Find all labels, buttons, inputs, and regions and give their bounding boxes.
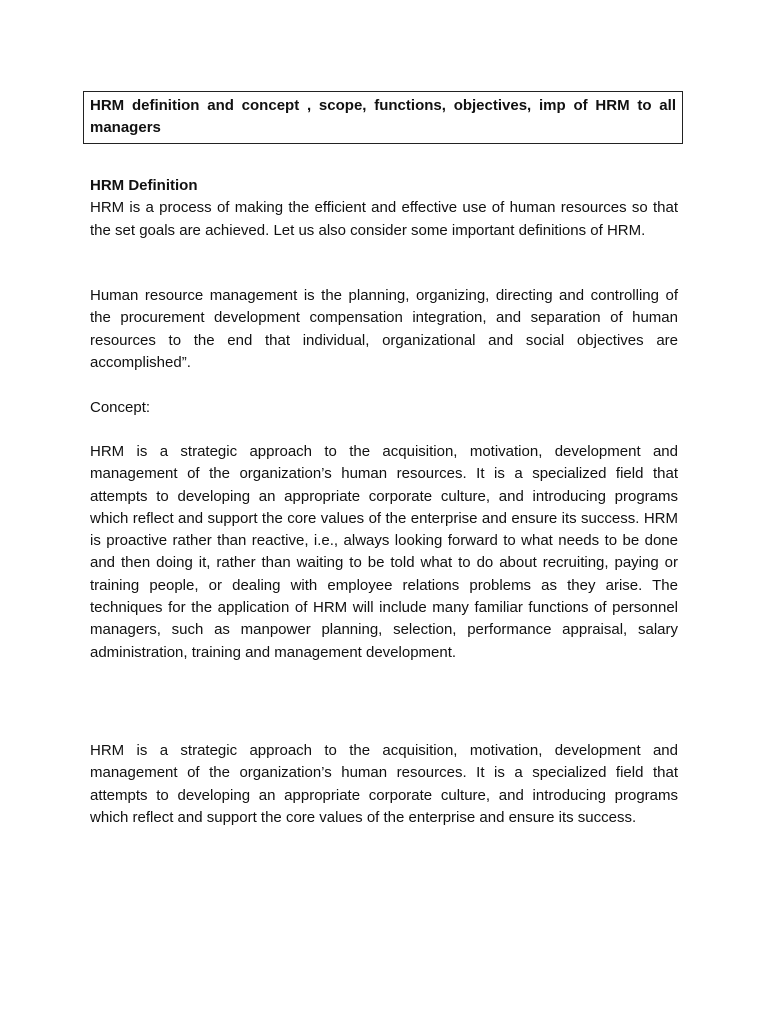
document-title-box — [83, 91, 683, 144]
concept-paragraph: HRM is a strategic approach to the acquisition, motivation, development and management of the organization’s human resources. It is a specialized field that attempts to developing an appropriate corporate culture, and introducing programs which reflect and support the core values of the enterprise and ensure its success. HRM is proactive rather than reactive, i.e., always looking forward to what needs to be done and then doing it, rather than waiting to be told what to do about recruiting, paying or training people, or dealing with employee relations problems as they arise. The techniques for the application of HRM will include many familiar functions of personnel managers, such as manpower planning, selection, performance appraisal, salary administration, training and management development. — [90, 443, 678, 661]
definition-text: HRM is a process of making the efficient and effective use of human resources so that the set goals are achieved. Let us also consider some important definitions of HRM. — [90, 199, 678, 239]
concept-label: Concept: — [90, 399, 151, 416]
quote-paragraph: Human resource management is the planning, organizing, directing and controlling of the procurement development compensation integration, and separation of human resources to the end that individual, organizational and social objectives are accomplished”. — [90, 287, 678, 371]
repeat-paragraph: HRM is a strategic approach to the acquisition, motivation, development and management of the organization’s human resources. It is a specialized field that attempts to developing an appropriate corporate culture, and introducing programs which reflect and support the core values of the enterprise and ensure its success. — [90, 742, 678, 826]
definition-section — [90, 175, 678, 242]
definition-heading: HRM Definition — [90, 177, 198, 194]
document-title: HRM definition and concept , scope, functions, objectives, imp of HRM to all managers — [90, 97, 676, 136]
